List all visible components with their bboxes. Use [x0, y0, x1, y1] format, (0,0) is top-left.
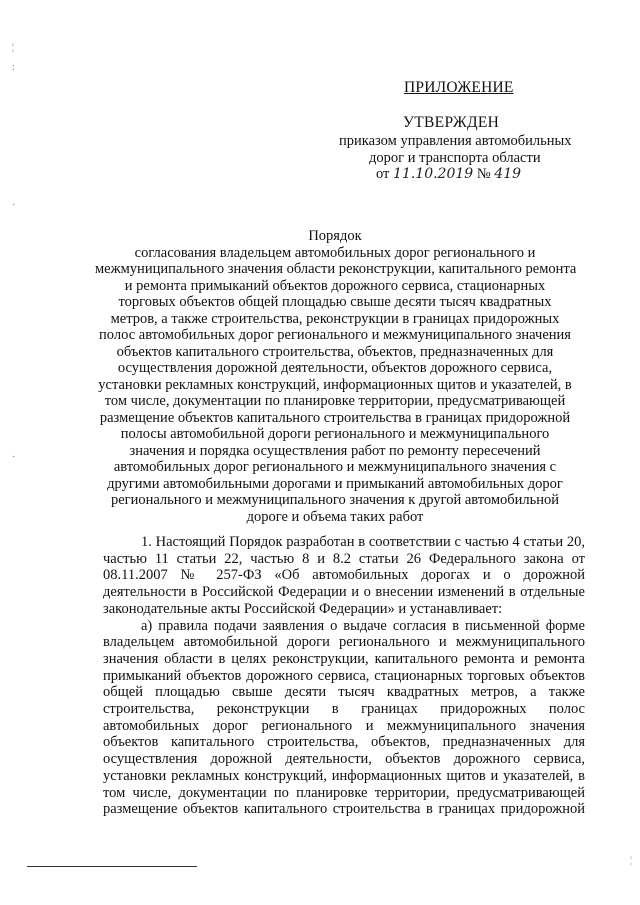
document-title [95, 228, 575, 525]
approved-heading: УТВЕРЖДЕН [403, 114, 500, 131]
body-line: установки рекламных конструкций, информационных щитов и указателей, в [103, 767, 585, 784]
title-line: установки рекламных конструкций, информационных щитов и указателей, в [98, 376, 572, 393]
title-line: значения и порядка осуществления работ по ремонту пересечений [129, 442, 541, 459]
scan-margin-mark: ¦ [12, 42, 15, 53]
title-line: регионального и межмуниципального значения к другой автомобильной [110, 492, 560, 508]
body-line: размещение объектов капитального строительства в границах придорожной [103, 801, 585, 818]
body-line: осуществления дорожной деятельности, объектов дорожного сервиса, [103, 751, 585, 768]
title-line: осуществления дорожной деятельности, объектов дорожного сервиса, [117, 360, 553, 376]
scan-margin-mark: ¦ [630, 855, 633, 866]
body-line: автомобильных дорог регионального и межмуниципального значения [103, 717, 585, 734]
order-date-line [376, 166, 521, 183]
body-line: законодательные акты Российской Федерации» и устанавливает: [103, 600, 503, 617]
title-line: и ремонта примыканий объектов дорожного сервиса, стационарных [124, 277, 546, 294]
title-line: метров, а также строительства, реконструкции в границах придорожных [110, 310, 560, 327]
body-line: значения области в целях реконструкции, капитального ремонта и ремонта [103, 650, 585, 667]
body-line: 1. Настоящий Порядок разработан в соответствии с частью 4 статьи 20, [141, 534, 585, 550]
title-line: том числе, документации по планировке территории, предусматривающей [104, 393, 566, 409]
body-line: объектов капитального строительства, объектов, предназначенных для [103, 734, 585, 751]
title-line: другими автомобильными дорогами и примыканий автомобильных дорог [107, 475, 563, 492]
body-line: частью 11 статьи 22, частью 8 и 8.2 статьи 26 Федерального закона от [103, 550, 585, 567]
date-prefix: от [376, 166, 390, 182]
body-line: том числе, документации по планировке территории, предусматривающей [103, 784, 585, 801]
scan-margin-mark: : [12, 62, 15, 73]
body-line: деятельности в Российской Федерации и о внесении изменений в отдельные [103, 584, 585, 601]
title-line: размещение объектов капитального строительства в границах придорожной [99, 409, 571, 426]
appendix-heading: ПРИЛОЖЕНИЕ [404, 79, 514, 96]
title-line: полос автомобильных дорог регионального и межмуниципального значения [99, 327, 571, 343]
title-line: объектов капитального строительства, объектов, предназначенных для [116, 343, 554, 360]
title-line: полосы автомобильной дороги регионального и межмуниципального [120, 426, 550, 442]
handwritten-date: 11.10.2019 [393, 166, 474, 182]
body-line: владельцем автомобильной дороги регионального и межмуниципального [103, 634, 585, 651]
number-prefix: № [476, 166, 491, 182]
body-line: а) правила подачи заявления о выдаче согласия в письменной форме [141, 617, 585, 634]
scan-margin-mark: · [12, 452, 16, 463]
body-line: 08.11.2007 № 257-ФЗ «Об автомобильных дорогах и о дорожной [103, 567, 585, 584]
order-line-1: приказом управления автомобильных [339, 133, 572, 149]
document-body [103, 534, 585, 818]
title-line: межмуниципального значения области реконструкции, капитального ремонта [95, 261, 577, 277]
order-line-2: дорог и транспорта области [369, 150, 541, 166]
title-line: дороге и объема таких работ [246, 508, 424, 525]
body-line: примыканий объектов дорожного сервиса, стационарных торговых объектов [103, 667, 585, 684]
footer-divider [27, 866, 197, 867]
handwritten-number: 419 [494, 166, 522, 182]
body-line: общей площадью свыше десяти тысяч квадратных метров, а также [103, 684, 585, 701]
title-line: автомобильных дорог регионального и межмуниципального значения с [113, 459, 557, 475]
body-line: строительства, реконструкции в границах придорожных полос [103, 701, 585, 718]
title-line: согласования владельцем автомобильных дорог регионального и [134, 244, 536, 261]
scan-margin-mark: · [12, 200, 16, 211]
title-heading: Порядок [308, 228, 362, 244]
title-line: торговых объектов общей площадью свыше десяти тысяч квадратных [118, 294, 552, 310]
